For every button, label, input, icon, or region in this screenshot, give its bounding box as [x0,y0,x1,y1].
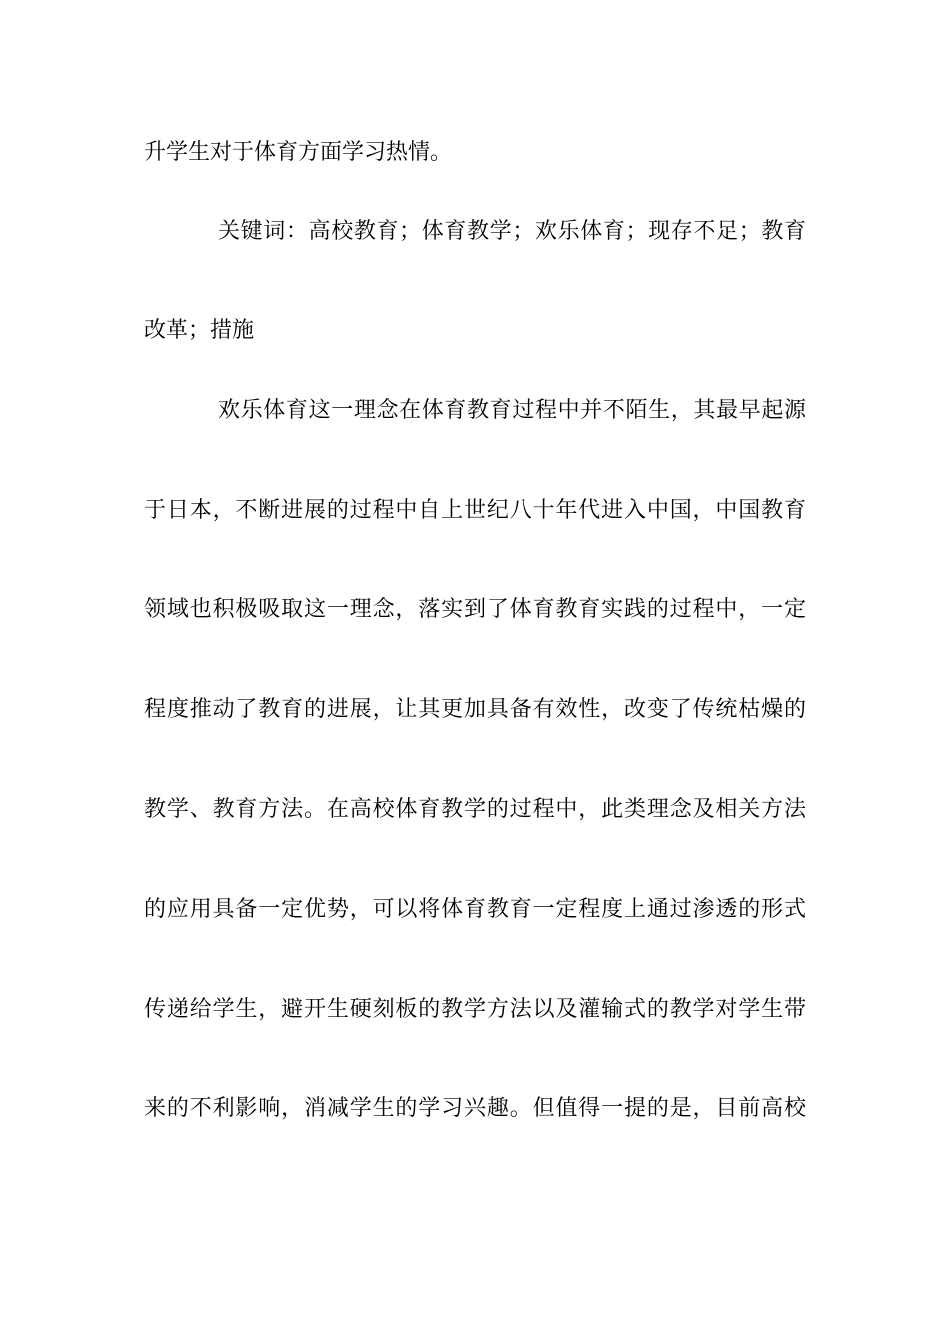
paragraph-line: 传递给学生，避开生硬刻板的教学方法以及灌输式的教学对学生带 [144,997,806,1022]
keywords-line-end: 改革；措施 [144,318,255,343]
paragraph-line: 于日本，不断进展的过程中自上世纪八十年代进入中国，中国教育 [144,498,806,523]
paragraph-line-continuation: 升学生对于体育方面学习热情。 [144,140,453,165]
paragraph-line: 来的不利影响，消减学生的学习兴趣。但值得一提的是，目前高校 [144,1096,806,1121]
paragraph-line: 领域也积极吸取这一理念，落实到了体育教育实践的过程中，一定 [144,597,806,622]
paragraph-line: 欢乐体育这一理念在体育教育过程中并不陌生，其最早起源 [218,398,806,423]
paragraph-line: 教学、教育方法。在高校体育教学的过程中，此类理念及相关方法 [144,797,806,822]
keywords-line: 关键词：高校教育；体育教学；欢乐体育；现存不足；教育 [218,219,806,244]
paragraph-line: 程度推动了教育的进展，让其更加具备有效性，改变了传统枯燥的 [144,697,806,722]
paragraph-line: 的应用具备一定优势，可以将体育教育一定程度上通过渗透的形式 [144,897,806,922]
